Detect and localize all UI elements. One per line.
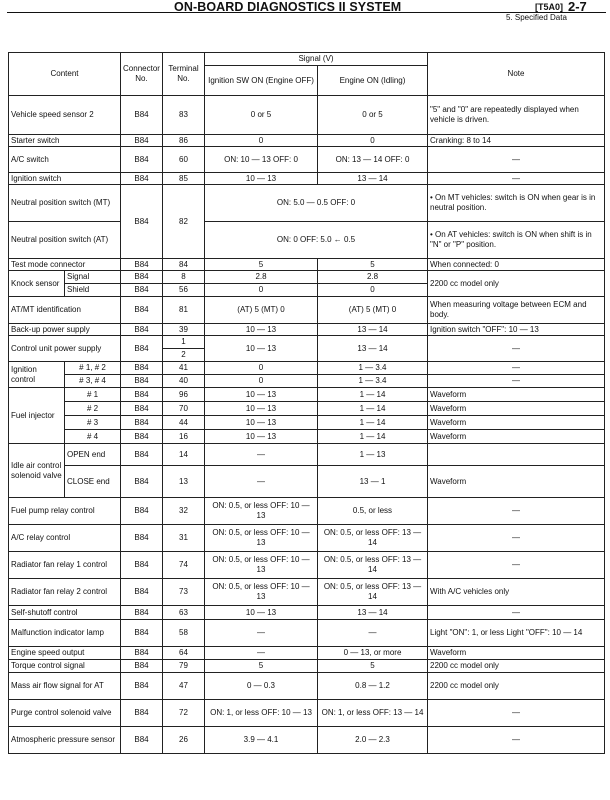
row-note: Waveform [428,388,605,402]
row-eng-on: 0.8 — 1.2 [318,673,428,700]
table-row [9,259,605,271]
row-eng-on: (AT) 5 (MT) 0 [318,297,428,324]
row-eng-on: 1 — 3.4 [318,362,428,375]
row-content: Ignition switch [9,173,121,185]
row-terminal: 8 [163,271,205,284]
row-ign-on: 0 [205,135,318,147]
row-ign-on: ON: 0.5, or less OFF: 10 — 13 [205,498,318,525]
specified-data-table [8,52,605,754]
row-ign-on: ON: 10 — 13 OFF: 0 [205,147,318,173]
table-row [9,660,605,673]
header-content: Content [9,53,121,96]
row-eng-on: 13 — 14 [318,606,428,620]
row-terminal: 60 [163,147,205,173]
row-sublabel: # 2 [65,402,121,416]
row-content: Purge control solenoid valve [9,700,121,727]
row-connector: B84 [121,525,163,552]
row-sublabel: # 3 [65,416,121,430]
row-connector: B84 [121,498,163,525]
row-ign-on: 10 — 13 [205,402,318,416]
row-ign-on: 10 — 13 [205,324,318,336]
row-note: — [428,552,605,579]
row-content: Vehicle speed sensor 2 [9,96,121,135]
row-note: 2200 cc model only [428,673,605,700]
row-eng-on: 2.0 — 2.3 [318,727,428,754]
row-content: Neutral position switch (AT) [9,222,121,259]
table-row [9,579,605,606]
table-row [9,525,605,552]
table-row [9,430,605,444]
row-note: — [428,700,605,727]
row-ign-on: ON: 1, or less OFF: 10 — 13 [205,700,318,727]
row-connector: B84 [121,673,163,700]
row-content: Malfunction indicator lamp [9,620,121,647]
table-row [9,466,605,498]
row-content: Atmospheric pressure sensor [9,727,121,754]
header-signal: Signal (V) [205,53,428,66]
row-content: Radiator fan relay 1 control [9,552,121,579]
row-eng-on: 13 — 1 [318,466,428,498]
row-terminal: 63 [163,606,205,620]
row-eng-on: 1 — 3.4 [318,375,428,388]
row-terminal: 14 [163,444,205,466]
row-note: • On AT vehicles: switch is ON when shift is in "N" or "P" position. [428,222,605,259]
row-ign-on: ON: 0.5, or less OFF: 10 — 13 [205,579,318,606]
row-note: Light "ON": 1, or less Light "OFF": 10 — 14 [428,620,605,647]
row-terminal: 72 [163,700,205,727]
row-connector: B84 [121,259,163,271]
row-terminal: 1 [163,336,205,349]
row-connector: B84 [121,284,163,297]
row-eng-on: 2.8 [318,271,428,284]
row-sublabel: Signal [65,271,121,284]
row-connector: B84 [121,552,163,579]
row-note: — [428,147,605,173]
row-eng-on: 1 — 14 [318,388,428,402]
row-eng-on: 1 — 14 [318,416,428,430]
row-terminal: 26 [163,727,205,754]
row-note: — [428,375,605,388]
row-ign-on: 10 — 13 [205,173,318,185]
row-terminal: 58 [163,620,205,647]
row-note: — [428,606,605,620]
row-note [428,444,605,466]
table-row [9,375,605,388]
table-row [9,416,605,430]
row-note: Waveform [428,647,605,660]
row-ign-on: — [205,444,318,466]
row-connector: B84 [121,96,163,135]
page-title: ON-BOARD DIAGNOSTICS II SYSTEM [174,0,402,14]
row-ign-on: 3.9 — 4.1 [205,727,318,754]
row-terminal: 39 [163,324,205,336]
row-ign-on: 0 — 0.3 [205,673,318,700]
row-ign-on: 5 [205,259,318,271]
row-terminal: 44 [163,416,205,430]
row-connector: B84 [121,375,163,388]
row-ign-on: 10 — 13 [205,388,318,402]
row-eng-on: 5 [318,660,428,673]
row-content: Ignition control [9,362,65,388]
row-note: Waveform [428,402,605,416]
table-row [9,647,605,660]
row-terminal: 2 [163,349,205,362]
row-ign-on: — [205,620,318,647]
row-connector: B84 [121,402,163,416]
row-note: • On MT vehicles: switch is ON when gear is in neutral position. [428,185,605,222]
row-eng-on: ON: 0.5, or less OFF: 13 — 14 [318,525,428,552]
section-code: [T5A0] [535,2,564,12]
table-row [9,700,605,727]
row-note: — [428,498,605,525]
row-connector: B84 [121,185,163,259]
row-eng-on: 0 [318,284,428,297]
row-content: Idle air control solenoid valve [9,444,65,498]
row-eng-on: ON: 0.5, or less OFF: 13 — 14 [318,552,428,579]
row-eng-on: — [318,620,428,647]
row-sublabel: OPEN end [65,444,121,466]
row-eng-on: 5 [318,259,428,271]
row-ign-on: 10 — 13 [205,416,318,430]
row-eng-on: ON: 13 — 14 OFF: 0 [318,147,428,173]
table-row [9,498,605,525]
row-signal: ON: 0 OFF: 5.0 ← 0.5 [205,222,428,259]
row-connector: B84 [121,606,163,620]
table-row [9,324,605,336]
table-row [9,606,605,620]
row-sublabel: # 3, # 4 [65,375,121,388]
row-terminal: 47 [163,673,205,700]
row-note: Waveform [428,416,605,430]
row-ign-on: 2.8 [205,271,318,284]
row-terminal: 56 [163,284,205,297]
row-ign-on: (AT) 5 (MT) 0 [205,297,318,324]
row-sublabel: Shield [65,284,121,297]
row-content: Starter switch [9,135,121,147]
table-row [9,620,605,647]
header-connector: Connector No. [121,53,163,96]
row-eng-on: 0 — 13, or more [318,647,428,660]
row-connector: B84 [121,620,163,647]
row-note: — [428,336,605,362]
row-eng-on: ON: 1, or less OFF: 13 — 14 [318,700,428,727]
row-ign-on: ON: 0.5, or less OFF: 10 — 13 [205,552,318,579]
row-connector: B84 [121,147,163,173]
row-terminal: 70 [163,402,205,416]
row-content: Self-shutoff control [9,606,121,620]
row-content: Knock sensor [9,271,65,297]
row-connector: B84 [121,362,163,375]
table-row [9,673,605,700]
row-connector: B84 [121,173,163,185]
row-connector: B84 [121,466,163,498]
row-connector: B84 [121,271,163,284]
row-ign-on: 10 — 13 [205,606,318,620]
row-note: "5" and "0" are repeatedly displayed when vehicle is driven. [428,96,605,135]
table-row [9,173,605,185]
row-content: Neutral position switch (MT) [9,185,121,222]
row-ign-on: 0 [205,375,318,388]
row-terminal: 41 [163,362,205,375]
row-eng-on: ON: 0.5, or less OFF: 13 — 14 [318,579,428,606]
row-ign-on: 10 — 13 [205,336,318,362]
row-content: A/C relay control [9,525,121,552]
row-note: Cranking: 8 to 14 [428,135,605,147]
table-row [9,96,605,135]
row-note: Ignition switch "OFF": 10 — 13 [428,324,605,336]
row-note: — [428,727,605,754]
row-content: Mass air flow signal for AT [9,673,121,700]
row-eng-on: 13 — 14 [318,336,428,362]
header-eng-on: Engine ON (Idling) [318,66,428,96]
table-row [9,185,605,222]
row-ign-on: — [205,466,318,498]
table-row [9,727,605,754]
row-sublabel: # 4 [65,430,121,444]
table-row [9,297,605,324]
header-terminal: Terminal No. [163,53,205,96]
row-note: — [428,173,605,185]
row-connector: B84 [121,700,163,727]
table-row [9,402,605,416]
row-terminal: 96 [163,388,205,402]
row-eng-on: 0 [318,135,428,147]
table-row [9,271,605,284]
table-row [9,552,605,579]
row-sublabel: # 1 [65,388,121,402]
row-connector: B84 [121,297,163,324]
row-terminal: 16 [163,430,205,444]
row-connector: B84 [121,444,163,466]
table-header-row [9,53,605,66]
row-content: AT/MT identification [9,297,121,324]
row-ign-on: 10 — 13 [205,430,318,444]
row-eng-on: 1 — 13 [318,444,428,466]
table-row [9,336,605,349]
row-note: — [428,525,605,552]
row-terminal: 83 [163,96,205,135]
row-note: 2200 cc model only [428,271,605,297]
row-terminal: 86 [163,135,205,147]
row-terminal: 64 [163,647,205,660]
header-note: Note [428,53,605,96]
header-ign-on: Ignition SW ON (Engine OFF) [205,66,318,96]
row-terminal: 82 [163,185,205,259]
row-connector: B84 [121,324,163,336]
table-row [9,135,605,147]
row-sublabel: CLOSE end [65,466,121,498]
row-connector: B84 [121,430,163,444]
row-connector: B84 [121,579,163,606]
row-note: When measuring voltage between ECM and body. [428,297,605,324]
row-ign-on: — [205,647,318,660]
row-ign-on: 0 or 5 [205,96,318,135]
row-connector: B84 [121,388,163,402]
table-row [9,222,605,259]
row-terminal: 13 [163,466,205,498]
row-terminal: 32 [163,498,205,525]
row-terminal: 85 [163,173,205,185]
row-note: Waveform [428,466,605,498]
row-note: — [428,362,605,375]
row-content: Radiator fan relay 2 control [9,579,121,606]
row-terminal: 40 [163,375,205,388]
row-terminal: 79 [163,660,205,673]
row-content: Test mode connector [9,259,121,271]
row-content: Fuel pump relay control [9,498,121,525]
row-connector: B84 [121,135,163,147]
table-row [9,444,605,466]
row-connector: B84 [121,416,163,430]
row-sublabel: # 1, # 2 [65,362,121,375]
row-terminal: 84 [163,259,205,271]
row-ign-on: ON: 0.5, or less OFF: 10 — 13 [205,525,318,552]
row-content: Engine speed output [9,647,121,660]
row-signal: ON: 5.0 — 0.5 OFF: 0 [205,185,428,222]
row-note: With A/C vehicles only [428,579,605,606]
table-row [9,388,605,402]
table-row [9,362,605,375]
row-eng-on: 0.5, or less [318,498,428,525]
row-note: Waveform [428,430,605,444]
row-ign-on: 0 [205,284,318,297]
row-content: A/C switch [9,147,121,173]
row-eng-on: 1 — 14 [318,402,428,416]
row-terminal: 74 [163,552,205,579]
row-ign-on: 0 [205,362,318,375]
row-terminal: 73 [163,579,205,606]
row-connector: B84 [121,660,163,673]
row-eng-on: 13 — 14 [318,173,428,185]
row-ign-on: 5 [205,660,318,673]
page-number: 2-7 [568,0,587,14]
row-terminal: 31 [163,525,205,552]
row-connector: B84 [121,727,163,754]
row-content: Fuel injector [9,388,65,444]
row-content: Control unit power supply [9,336,121,362]
row-note: 2200 cc model only [428,660,605,673]
row-eng-on: 1 — 14 [318,430,428,444]
table-row [9,147,605,173]
row-terminal: 81 [163,297,205,324]
section-subtitle: 5. Specified Data [506,13,567,22]
row-content: Back-up power supply [9,324,121,336]
row-eng-on: 13 — 14 [318,324,428,336]
row-connector: B84 [121,647,163,660]
row-note: When connected: 0 [428,259,605,271]
row-connector: B84 [121,336,163,362]
row-content: Torque control signal [9,660,121,673]
row-eng-on: 0 or 5 [318,96,428,135]
